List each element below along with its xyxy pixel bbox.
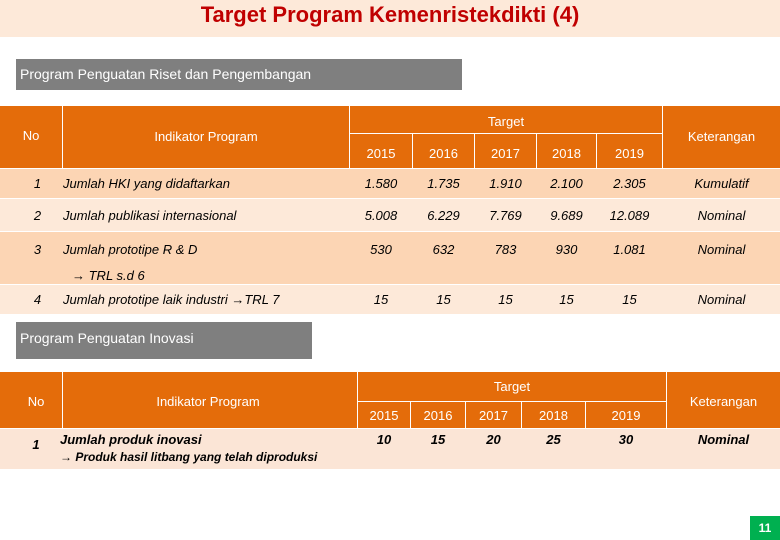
row-value: 15: [430, 432, 446, 447]
row-no: 1: [33, 176, 42, 191]
header-target: Target: [487, 114, 525, 129]
row-indikator: Jumlah produk inovasi: [60, 432, 202, 447]
row-value: 783: [494, 242, 517, 257]
row-keterangan: Nominal: [697, 292, 746, 307]
row-indikator: Jumlah prototipe R & D: [63, 242, 198, 257]
row-value: 15: [373, 292, 389, 307]
row-indikator-sub: → Produk hasil litbang yang telah diproduksi: [60, 450, 318, 464]
header-no: No: [27, 394, 45, 409]
row-value: 10: [376, 432, 392, 447]
header-year: 2016: [423, 408, 453, 423]
header-keterangan: Keterangan: [687, 129, 756, 144]
header-no: No: [22, 128, 40, 143]
row-value: 1.081: [613, 242, 646, 257]
section-riset-label: Program Penguatan Riset dan Pengembangan: [16, 59, 462, 90]
header-year: 2018: [539, 408, 568, 423]
row-value: 15: [622, 292, 637, 307]
row-keterangan: Nominal: [697, 208, 746, 223]
header-year: 2019: [615, 146, 644, 161]
row-indikator-sub: → TRL s.d 6: [72, 268, 145, 283]
header-year: 2019: [611, 408, 641, 423]
row-value: 2.305: [613, 176, 646, 191]
row-value: 7.769: [489, 208, 522, 223]
row-no: 1: [32, 437, 40, 452]
row-no: 4: [33, 292, 42, 307]
row-value: 15: [559, 292, 574, 307]
page-number-badge: 11: [750, 516, 780, 540]
header-year: 2015: [369, 408, 399, 423]
row-value: 1.580: [364, 176, 398, 191]
header-target: Target: [493, 379, 531, 394]
row-value: 15: [498, 292, 513, 307]
header-indikator: Indikator Program: [154, 129, 258, 144]
row-value: 930: [555, 242, 578, 257]
row-value: 1.735: [427, 176, 460, 191]
row-value: 30: [618, 432, 634, 447]
row-indikator: Jumlah HKI yang didaftarkan: [63, 176, 230, 191]
row-value: 5.008: [364, 208, 398, 223]
row-keterangan: Kumulatif: [694, 176, 749, 191]
row-value: 12.089: [609, 208, 650, 223]
row-indikator: Jumlah publikasi internasional: [63, 208, 237, 223]
row-no: 2: [33, 208, 42, 223]
row-value: 9.689: [550, 208, 583, 223]
row-value: 6.229: [427, 208, 460, 223]
header-year: 2015: [366, 146, 396, 161]
row-value: 2.100: [550, 176, 583, 191]
page-title: Target Program Kemenristekdikti (4): [200, 2, 580, 27]
row-keterangan: Nominal: [697, 432, 750, 447]
header-indikator: Indikator Program: [156, 394, 260, 409]
header-keterangan: Keterangan: [689, 394, 758, 409]
row-value: 1.910: [489, 176, 522, 191]
row-value: 530: [370, 242, 392, 257]
header-year: 2017: [479, 408, 508, 423]
row-indikator: Jumlah prototipe laik industri →TRL 7: [63, 292, 280, 307]
row-value: 20: [486, 432, 501, 447]
header-year: 2017: [491, 146, 520, 161]
row-no: 3: [33, 242, 42, 257]
row-value: 15: [436, 292, 451, 307]
row-value: 25: [546, 432, 561, 447]
row-keterangan: Nominal: [697, 242, 746, 257]
header-year: 2018: [552, 146, 581, 161]
section-inovasi-label: Program Penguatan Inovasi: [16, 322, 312, 359]
row-value: 632: [432, 242, 455, 257]
header-year: 2016: [429, 146, 458, 161]
